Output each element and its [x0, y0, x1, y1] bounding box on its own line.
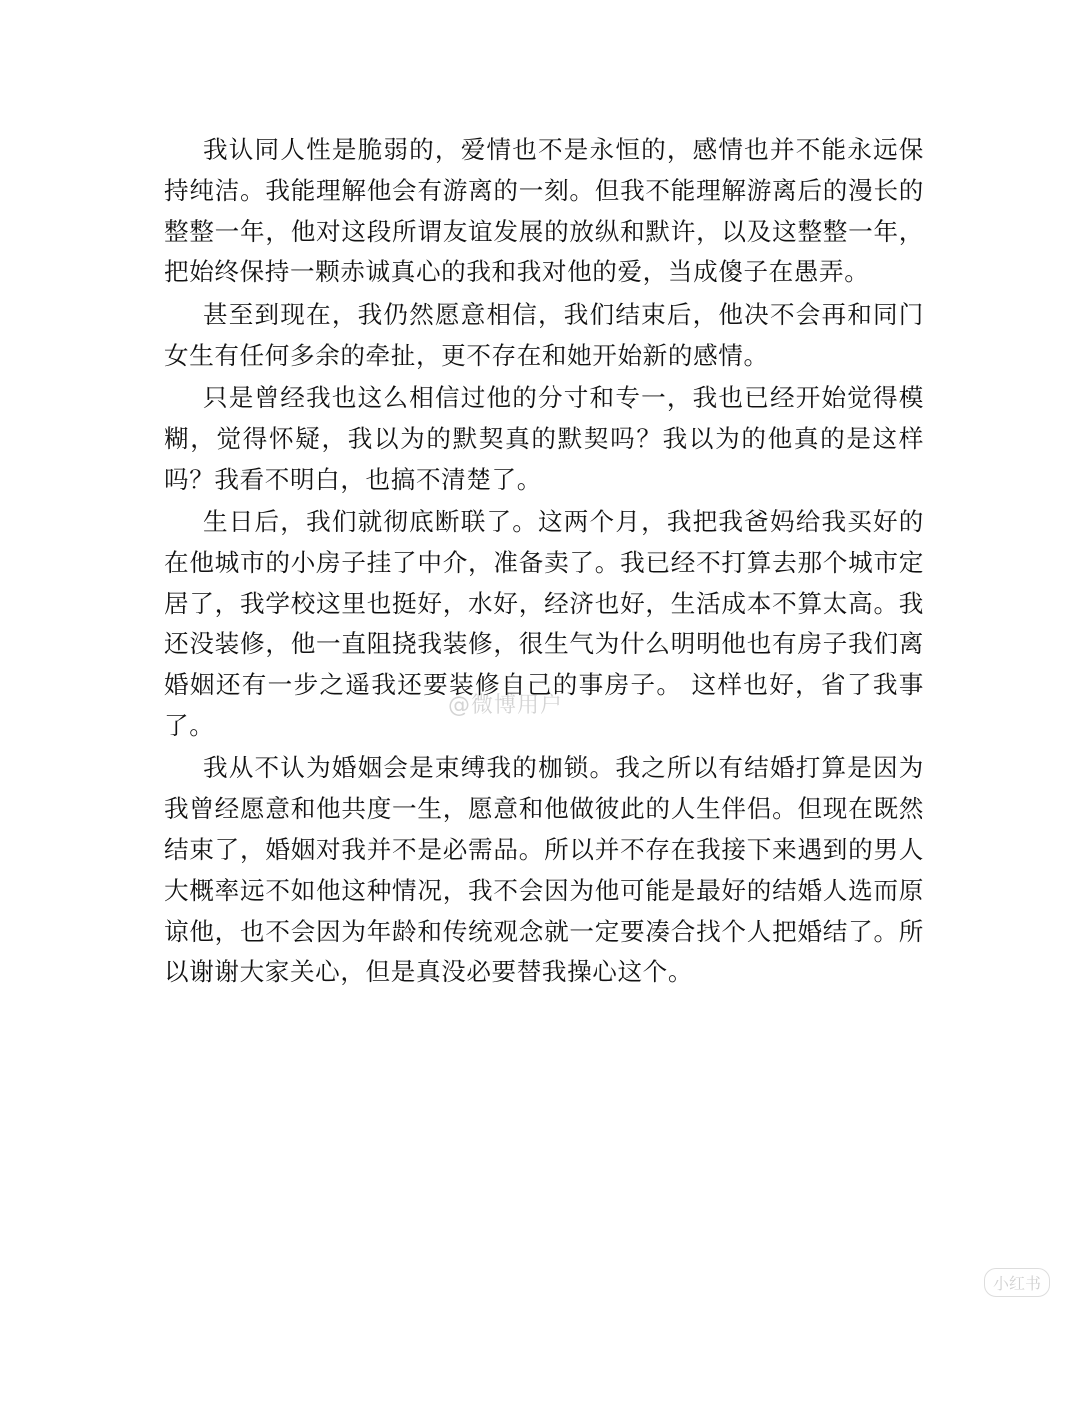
document-body — [164, 130, 924, 993]
paragraph-5: 我从不认为婚姻会是束缚我的枷锁。我之所以有结婚打算是因为我曾经愿意和他共度一生，愿意和他做彼此的人生伴侣。但现在既然结束了，婚姻对我并不是必需品。所以并不存在我接下来遇到的男人大概率远不如他这种情况，我不会因为他可能是最好的结婚人选而原谅他，也不会因为年龄和传统观念就一定要凑合找个人把婚结了。所以谢谢大家关心，但是真没必要替我操心这个。 — [164, 753, 924, 987]
center-watermark: @微博用户 — [448, 693, 564, 718]
paragraph-1: 我认同人性是脆弱的，爱情也不是永恒的，感情也并不能永远保持纯洁。我能理解他会有游离的一刻。但我不能理解游离后的漫长的整整一年，他对这段所谓友谊发展的放纵和默许，以及这整整一年，把始终保持一颗赤诚真心的我和我对他的爱，当成傻子在愚弄。 — [164, 135, 924, 287]
paragraph-4: 生日后，我们就彻底断联了。这两个月，我把我爸妈给我买好的在他城市的小房子挂了中介，准备卖了。我已经不打算去那个城市定居了，我学校这里也挺好，水好，经济也好，生活成本不算太高。我还没装修，他一直阻挠我装修，很生气为什么明明他也有房子我们离婚姻还有一步之遥我还要装修自己的事房子。 这样也好，省了我事了。 — [164, 506, 924, 740]
paragraph-3: 只是曾经我也这么相信过他的分寸和专一，我也已经开始觉得模糊，觉得怀疑，我以为的默契真的默契吗？我以为的他真的是这样吗？我看不明白，也搞不清楚了。 — [164, 382, 924, 494]
paragraph-2: 甚至到现在，我仍然愿意相信，我们结束后，他决不会再和同门女生有任何多余的牵扯，更不存在和她开始新的感情。 — [164, 299, 924, 370]
corner-watermark: 小红书 — [984, 1268, 1050, 1297]
